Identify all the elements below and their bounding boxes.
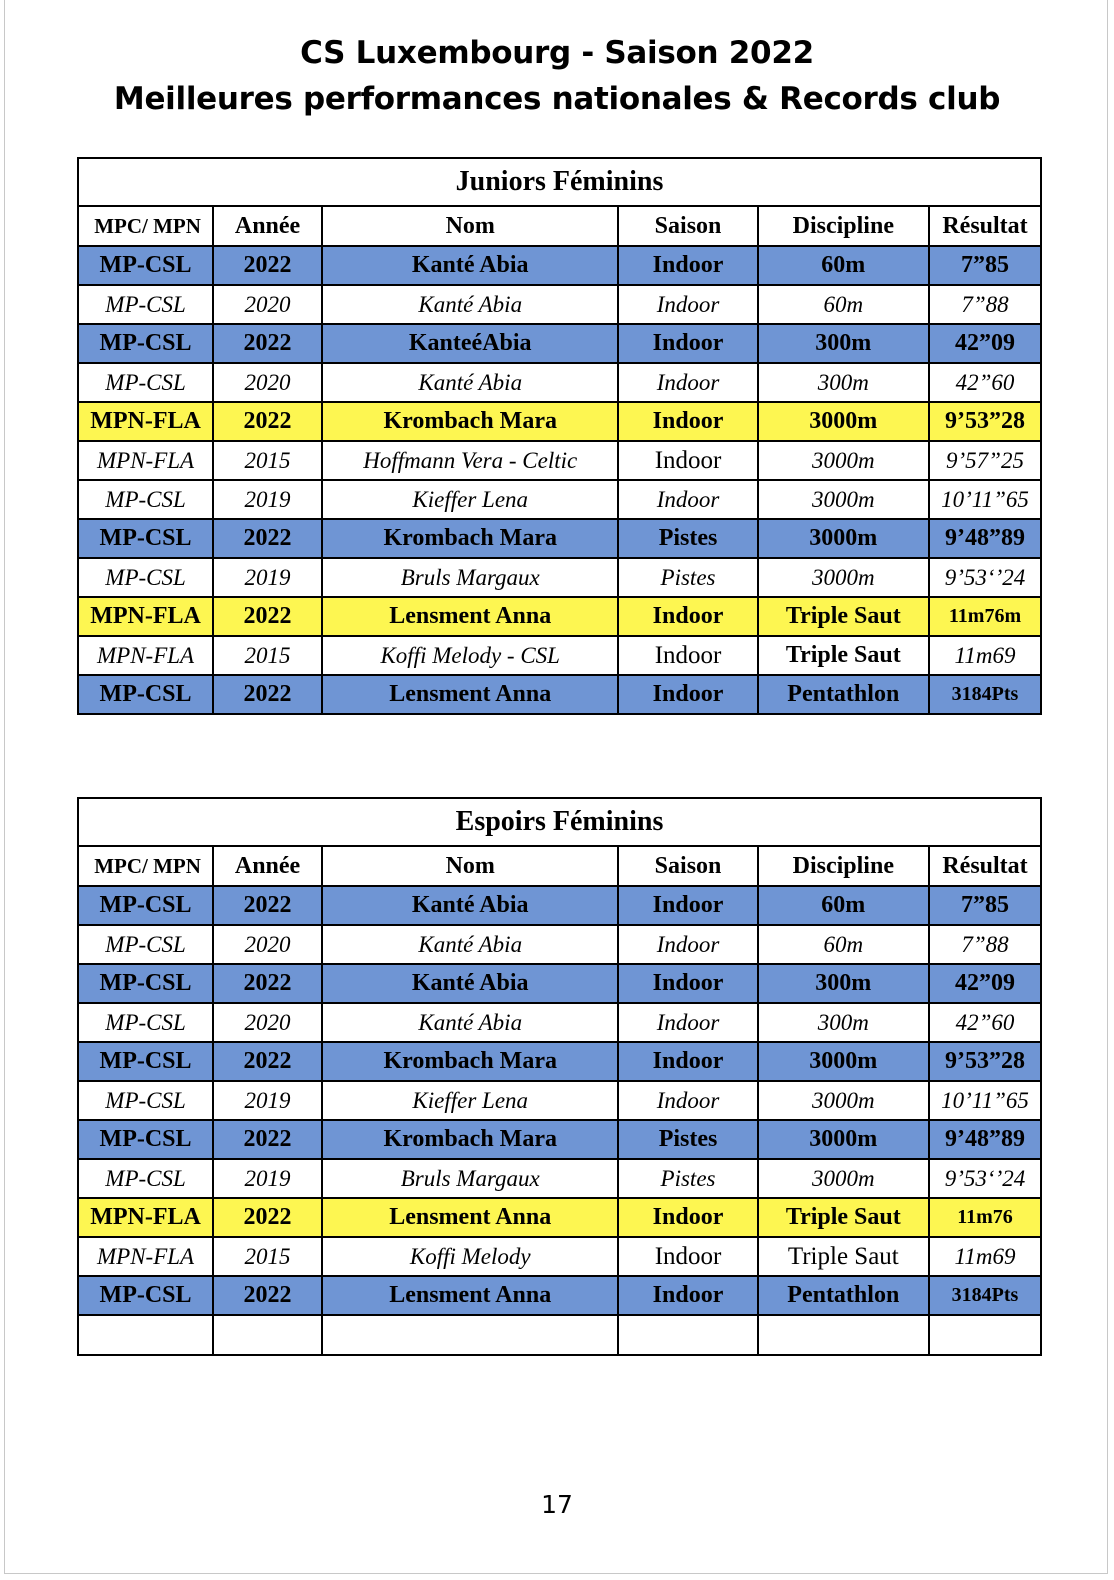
cell-discipline: Triple Saut (758, 1237, 929, 1276)
table-row (78, 246, 1041, 285)
title-line-1: CS Luxembourg - Saison 2022 (300, 35, 814, 71)
cell-saison: Indoor (618, 964, 757, 1003)
cell-nom: Hoffmann Vera - Celtic (322, 441, 618, 480)
cell-resultat: 42”09 (929, 964, 1041, 1003)
cell-saison: Indoor (618, 1081, 757, 1120)
cell-nom: Lensment Anna (322, 675, 618, 714)
table-row (78, 1003, 1041, 1042)
cell-nom: Lensment Anna (322, 1198, 618, 1237)
cell-mpc: MP-CSL (78, 558, 213, 597)
cell-saison: Indoor (618, 597, 757, 636)
cell-annee: 2022 (213, 246, 322, 285)
table-row (78, 285, 1041, 324)
cell-resultat: 11m76m (929, 597, 1041, 636)
table-row (78, 636, 1041, 675)
cell-annee: 2022 (213, 402, 322, 441)
cell-nom: Bruls Margaux (322, 558, 618, 597)
cell-saison: Indoor (618, 1003, 757, 1042)
col-header-annee: Année (213, 846, 322, 886)
col-header-resultat: Résultat (929, 206, 1041, 246)
cell-resultat: 42”09 (929, 324, 1041, 363)
cell-annee: 2020 (213, 925, 322, 964)
cell-resultat: 7”85 (929, 246, 1041, 285)
cell-mpc: MP-CSL (78, 285, 213, 324)
cell-nom: Kieffer Lena (322, 480, 618, 519)
cell-resultat: 7”88 (929, 925, 1041, 964)
cell-annee: 2022 (213, 1042, 322, 1081)
cell-saison: Pistes (618, 1120, 757, 1159)
cell-annee: 2022 (213, 886, 322, 925)
cell-saison: Indoor (618, 1237, 757, 1276)
table-row (78, 558, 1041, 597)
table-row (78, 964, 1041, 1003)
col-header-annee: Année (213, 206, 322, 246)
table-row (78, 1237, 1041, 1276)
cell-mpc: MPN-FLA (78, 1198, 213, 1237)
cell-resultat: 42”60 (929, 363, 1041, 402)
cell-mpc: MPN-FLA (78, 1237, 213, 1276)
cell-discipline: 60m (758, 925, 929, 964)
col-header-mpc: MPC/ MPN (78, 206, 213, 246)
cell-saison: Indoor (618, 324, 757, 363)
cell-resultat: 7”88 (929, 285, 1041, 324)
table-row (78, 1198, 1041, 1237)
cell-saison: Indoor (618, 925, 757, 964)
table-caption: Espoirs Féminins (78, 798, 1041, 846)
cell-mpc: MP-CSL (78, 925, 213, 964)
cell-discipline: Triple Saut (758, 1198, 929, 1237)
cell-nom: Kanté Abia (322, 886, 618, 925)
cell-discipline: 3000m (758, 441, 929, 480)
cell-saison: Indoor (618, 285, 757, 324)
cell-annee: 2019 (213, 480, 322, 519)
col-header-nom: Nom (322, 846, 618, 886)
cell-resultat: 9’57”25 (929, 441, 1041, 480)
cell-discipline: 300m (758, 363, 929, 402)
cell-resultat: 10’11”65 (929, 480, 1041, 519)
empty-row (78, 1315, 1041, 1355)
cell-discipline: 60m (758, 285, 929, 324)
cell-resultat: 42”60 (929, 1003, 1041, 1042)
cell-discipline: 3000m (758, 1159, 929, 1198)
cell-annee: 2020 (213, 363, 322, 402)
cell-nom: Krombach Mara (322, 402, 618, 441)
cell-resultat: 9’48”89 (929, 519, 1041, 558)
cell-nom: Lensment Anna (322, 1276, 618, 1315)
cell-discipline: 3000m (758, 1081, 929, 1120)
cell-mpc: MP-CSL (78, 480, 213, 519)
table-row (78, 925, 1041, 964)
cell-nom: Krombach Mara (322, 519, 618, 558)
cell-discipline: 300m (758, 324, 929, 363)
cell-mpc: MP-CSL (78, 246, 213, 285)
cell-annee: 2019 (213, 1159, 322, 1198)
col-header-discipline: Discipline (758, 206, 929, 246)
cell-mpc: MPN-FLA (78, 441, 213, 480)
col-header-discipline: Discipline (758, 846, 929, 886)
table-row (78, 1276, 1041, 1315)
table-caption: Juniors Féminins (78, 158, 1041, 206)
cell-annee: 2019 (213, 558, 322, 597)
cell-mpc: MP-CSL (78, 675, 213, 714)
table-row (78, 1081, 1041, 1120)
cell-mpc: MP-CSL (78, 1003, 213, 1042)
cell-annee: 2015 (213, 636, 322, 675)
cell-resultat: 11m76 (929, 1198, 1041, 1237)
cell-saison: Indoor (618, 675, 757, 714)
col-header-saison: Saison (618, 846, 757, 886)
cell-annee: 2019 (213, 1081, 322, 1120)
empty-cell (322, 1315, 618, 1355)
cell-resultat: 3184Pts (929, 1276, 1041, 1315)
espoirs-feminins-table (77, 797, 1042, 1356)
cell-saison: Pistes (618, 519, 757, 558)
cell-mpc: MPN-FLA (78, 597, 213, 636)
cell-mpc: MP-CSL (78, 886, 213, 925)
cell-discipline: Triple Saut (758, 636, 929, 675)
cell-annee: 2022 (213, 519, 322, 558)
cell-mpc: MP-CSL (78, 324, 213, 363)
cell-resultat: 11m69 (929, 1237, 1041, 1276)
cell-annee: 2020 (213, 285, 322, 324)
cell-mpc: MP-CSL (78, 1042, 213, 1081)
cell-saison: Indoor (618, 402, 757, 441)
cell-resultat: 10’11”65 (929, 1081, 1041, 1120)
cell-saison: Indoor (618, 480, 757, 519)
title-line-2: Meilleures performances nationales & Records club (113, 81, 1001, 117)
table-row (78, 324, 1041, 363)
cell-mpc: MP-CSL (78, 1159, 213, 1198)
cell-annee: 2022 (213, 1198, 322, 1237)
cell-nom: Lensment Anna (322, 597, 618, 636)
col-header-mpc: MPC/ MPN (78, 846, 213, 886)
cell-discipline: Triple Saut (758, 597, 929, 636)
table-row (78, 1159, 1041, 1198)
cell-annee: 2015 (213, 441, 322, 480)
empty-cell (758, 1315, 929, 1355)
table-row (78, 402, 1041, 441)
cell-annee: 2015 (213, 1237, 322, 1276)
cell-saison: Indoor (618, 246, 757, 285)
cell-resultat: 9’48”89 (929, 1120, 1041, 1159)
empty-cell (78, 1315, 213, 1355)
cell-discipline: 60m (758, 886, 929, 925)
cell-discipline: 300m (758, 964, 929, 1003)
cell-discipline: 3000m (758, 1042, 929, 1081)
cell-saison: Indoor (618, 886, 757, 925)
table-row (78, 441, 1041, 480)
cell-nom: Krombach Mara (322, 1042, 618, 1081)
cell-resultat: 9’53‘’24 (929, 558, 1041, 597)
cell-resultat: 11m69 (929, 636, 1041, 675)
cell-discipline: 300m (758, 1003, 929, 1042)
cell-saison: Indoor (618, 1042, 757, 1081)
cell-mpc: MP-CSL (78, 1120, 213, 1159)
cell-saison: Pistes (618, 558, 757, 597)
cell-resultat: 7”85 (929, 886, 1041, 925)
col-header-resultat: Résultat (929, 846, 1041, 886)
cell-discipline: 3000m (758, 480, 929, 519)
cell-nom: Kanté Abia (322, 925, 618, 964)
cell-resultat: 9’53”28 (929, 1042, 1041, 1081)
cell-mpc: MPN-FLA (78, 402, 213, 441)
table-row (78, 519, 1041, 558)
cell-nom: Koffi Melody - CSL (322, 636, 618, 675)
table-row (78, 1042, 1041, 1081)
cell-mpc: MP-CSL (78, 1081, 213, 1120)
cell-mpc: MP-CSL (78, 363, 213, 402)
cell-discipline: 3000m (758, 519, 929, 558)
page-number: 17 (541, 1490, 573, 1519)
cell-annee: 2022 (213, 324, 322, 363)
cell-discipline: 3000m (758, 1120, 929, 1159)
cell-discipline: 3000m (758, 402, 929, 441)
cell-mpc: MP-CSL (78, 964, 213, 1003)
table-row (78, 480, 1041, 519)
table-row (78, 886, 1041, 925)
cell-resultat: 3184Pts (929, 675, 1041, 714)
cell-nom: Kanté Abia (322, 246, 618, 285)
cell-annee: 2022 (213, 1276, 322, 1315)
cell-mpc: MP-CSL (78, 519, 213, 558)
cell-annee: 2022 (213, 964, 322, 1003)
cell-saison: Indoor (618, 1276, 757, 1315)
cell-discipline: Pentathlon (758, 1276, 929, 1315)
cell-mpc: MPN-FLA (78, 636, 213, 675)
cell-mpc: MP-CSL (78, 1276, 213, 1315)
cell-saison: Indoor (618, 441, 757, 480)
cell-resultat: 9’53‘’24 (929, 1159, 1041, 1198)
cell-nom: Kanté Abia (322, 1003, 618, 1042)
table-row (78, 675, 1041, 714)
empty-cell (618, 1315, 757, 1355)
cell-discipline: Pentathlon (758, 675, 929, 714)
empty-cell (929, 1315, 1041, 1355)
cell-resultat: 9’53”28 (929, 402, 1041, 441)
col-header-saison: Saison (618, 206, 757, 246)
cell-nom: Kanté Abia (322, 964, 618, 1003)
cell-nom: Koffi Melody (322, 1237, 618, 1276)
col-header-nom: Nom (322, 206, 618, 246)
cell-saison: Indoor (618, 1198, 757, 1237)
cell-nom: Krombach Mara (322, 1120, 618, 1159)
cell-discipline: 60m (758, 246, 929, 285)
empty-cell (213, 1315, 322, 1355)
cell-annee: 2022 (213, 675, 322, 714)
cell-nom: Kieffer Lena (322, 1081, 618, 1120)
cell-saison: Pistes (618, 1159, 757, 1198)
page-title (0, 30, 1114, 122)
table-row (78, 1120, 1041, 1159)
juniors-feminins-table (77, 157, 1042, 715)
cell-nom: KanteéAbia (322, 324, 618, 363)
table-row (78, 597, 1041, 636)
cell-annee: 2022 (213, 1120, 322, 1159)
cell-nom: Kanté Abia (322, 285, 618, 324)
table-row (78, 363, 1041, 402)
cell-saison: Indoor (618, 636, 757, 675)
cell-annee: 2022 (213, 597, 322, 636)
cell-nom: Kanté Abia (322, 363, 618, 402)
cell-discipline: 3000m (758, 558, 929, 597)
cell-annee: 2020 (213, 1003, 322, 1042)
cell-saison: Indoor (618, 363, 757, 402)
cell-nom: Bruls Margaux (322, 1159, 618, 1198)
